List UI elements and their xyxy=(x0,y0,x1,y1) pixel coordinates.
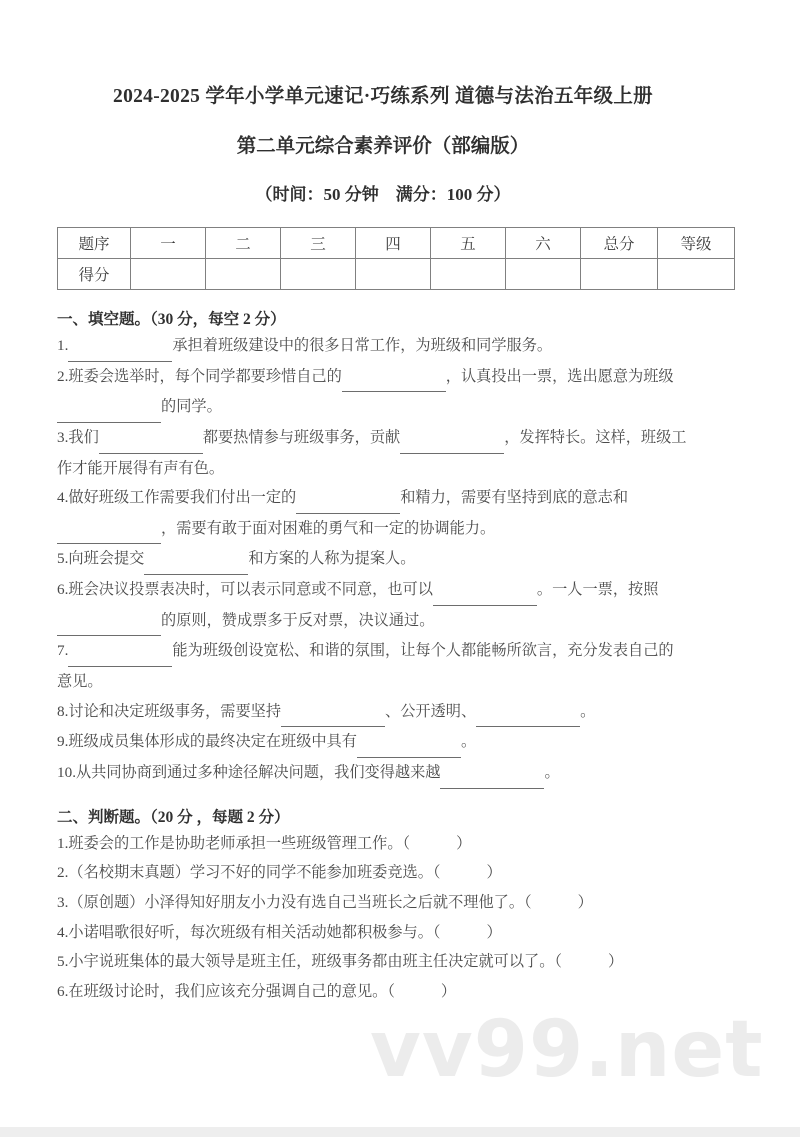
question-text: ） xyxy=(607,953,624,971)
question-line xyxy=(57,758,709,789)
question-text: ） xyxy=(440,982,457,1000)
true-false-answer-box[interactable] xyxy=(532,888,578,918)
score-entry-cell[interactable] xyxy=(581,259,658,290)
question-number: 2. xyxy=(57,864,69,882)
true-false-answer-box[interactable] xyxy=(395,977,441,1007)
score-table-column-header: 等级 xyxy=(658,228,735,259)
score-table-row-label: 得分 xyxy=(58,259,131,290)
section-heading: 二、判断题。（20 分 ，每题 2 分） xyxy=(57,808,290,826)
answer-blank[interactable] xyxy=(342,362,446,393)
question-text: 在班级讨论时，我们应该充分强调自己的意见。（ xyxy=(68,982,395,1000)
question-text: ） xyxy=(456,834,472,852)
question-number: 1. xyxy=(57,834,69,852)
sections-container xyxy=(57,307,709,1006)
question-line xyxy=(57,331,709,362)
question-line xyxy=(57,918,709,948)
question-text: （名校期末真题）学习不好的同学不能参加班委竞选。（ xyxy=(68,864,441,882)
score-entry-cell[interactable] xyxy=(206,259,281,290)
question-text: 和精力，需要有坚持到底的意志和 xyxy=(400,489,629,507)
question-text: 班委会的工作是协助老师承担一些班级管理工作。（ xyxy=(68,834,411,852)
question-continuation-line xyxy=(57,514,709,545)
true-false-answer-box[interactable] xyxy=(440,918,486,948)
question-continuation-line xyxy=(57,392,709,423)
section-heading: 一、填空题。（30 分，每空 2 分） xyxy=(57,311,286,328)
question-line xyxy=(57,829,709,859)
question-number: 5. xyxy=(57,550,69,568)
question-text: 。 xyxy=(580,702,596,720)
question-line xyxy=(57,888,709,918)
question-line xyxy=(57,575,709,606)
answer-blank[interactable] xyxy=(57,606,161,637)
question-text: ，发挥特长。这样，班级工 xyxy=(504,428,687,446)
question-line xyxy=(57,727,709,758)
score-entry-cell[interactable] xyxy=(356,259,431,290)
question-text: ，认真投出一票，选出愿意为班级 xyxy=(445,367,674,385)
page-bottom-band xyxy=(0,1127,800,1137)
question-number: 7. xyxy=(57,642,69,660)
site-watermark: vv99.net xyxy=(370,1005,764,1095)
question-text: （原创题）小泽得知好朋友小力没有选自己当班长之后就不理他了。（ xyxy=(68,893,532,911)
question-line xyxy=(57,423,709,454)
question-text: ，需要有敢于面对困难的勇气和一定的协调能力。 xyxy=(161,519,496,537)
question-number: 3. xyxy=(57,428,69,446)
question-line xyxy=(57,947,709,977)
question-number: 5. xyxy=(57,953,69,971)
question-continuation-line xyxy=(57,606,709,637)
answer-blank[interactable] xyxy=(68,331,172,362)
score-entry-cell[interactable] xyxy=(431,259,506,290)
question-line xyxy=(57,544,709,575)
document-content xyxy=(57,0,712,1006)
question-text: 都要热情参与班级事务，贡献 xyxy=(202,428,401,446)
question-text: 的原则，赞成票多于反对票，决议通过。 xyxy=(161,611,435,629)
question-text: 讨论和决定班级事务，需要坚持 xyxy=(68,702,282,720)
table-row xyxy=(58,259,735,290)
table-row xyxy=(58,228,735,259)
answer-blank[interactable] xyxy=(57,392,161,423)
score-table-column-header: 六 xyxy=(506,228,581,259)
question-number: 6. xyxy=(57,581,69,599)
question-text: 班会决议投票表决时，可以表示同意或不同意，也可以 xyxy=(68,581,433,599)
question-text: 我们 xyxy=(68,428,99,446)
answer-blank[interactable] xyxy=(68,636,172,667)
score-entry-cell[interactable] xyxy=(131,259,206,290)
score-table xyxy=(57,227,735,290)
question-text: 小诺唱歌很好听，每次班级有相关活动她都积极参与。（ xyxy=(68,923,441,941)
question-number: 8. xyxy=(57,702,69,720)
question-text: 班级成员集体形成的最终决定在班级中具有 xyxy=(68,733,357,751)
score-table-row-label: 题序 xyxy=(58,228,131,259)
question-text: 班委会选举时，每个同学都要珍惜自己的 xyxy=(68,367,342,385)
question-text: 。一人一票，按照 xyxy=(536,581,659,599)
question-text: 能为班级创设宽松、和谐的氛围，让每个人都能畅所欲言，充分发表自己的 xyxy=(172,642,674,660)
question-text: 做好班级工作需要我们付出一定的 xyxy=(68,489,297,507)
question-number: 2. xyxy=(57,367,69,385)
question-number: 3. xyxy=(57,893,69,911)
question-text: 意见。 xyxy=(57,673,103,691)
answer-blank[interactable] xyxy=(281,697,385,728)
question-text: 从共同协商到通过多种途径解决问题，我们变得越来越 xyxy=(75,763,441,781)
score-entry-cell[interactable] xyxy=(506,259,581,290)
question-text: 承担着班级建设中的很多日常工作，为班级和同学服务。 xyxy=(172,337,553,354)
question-text: 小宇说班集体的最大领导是班主任，班级事务都由班主任决定就可以了。（ xyxy=(68,953,562,971)
question-line xyxy=(57,858,709,888)
score-table-column-header: 四 xyxy=(356,228,431,259)
question-text: 。 xyxy=(460,733,477,751)
question-number: 4. xyxy=(57,923,69,941)
answer-blank[interactable] xyxy=(476,697,580,728)
answer-blank[interactable] xyxy=(357,727,461,758)
question-text: ） xyxy=(486,923,502,941)
question-number: 10. xyxy=(57,763,76,781)
question-text: 向班会提交 xyxy=(68,550,145,568)
question-line xyxy=(57,697,709,728)
question-line xyxy=(57,636,709,667)
score-table-body xyxy=(58,228,735,290)
question-text: ） xyxy=(577,893,593,911)
answer-blank[interactable] xyxy=(144,544,248,575)
question-text: 。 xyxy=(544,763,560,781)
question-line xyxy=(57,483,709,514)
answer-blank[interactable] xyxy=(99,423,203,454)
question-text: 和方案的人称为提案人。 xyxy=(248,550,416,568)
page-subtitle: 第二单元综合素养评价（部编版） xyxy=(236,136,530,157)
answer-blank[interactable] xyxy=(433,575,537,606)
question-text: 的同学。 xyxy=(161,398,222,416)
answer-blank[interactable] xyxy=(440,758,544,789)
score-table-column-header: 三 xyxy=(281,228,356,259)
question-line xyxy=(57,362,709,393)
answer-blank[interactable] xyxy=(57,514,161,545)
question-number: 6. xyxy=(57,982,69,1000)
score-table-column-header: 一 xyxy=(131,228,206,259)
score-table-column-header: 总分 xyxy=(581,228,658,259)
question-line xyxy=(57,977,709,1007)
question-continuation-line xyxy=(57,454,709,484)
question-continuation-line xyxy=(57,667,709,697)
answer-blank[interactable] xyxy=(400,423,504,454)
question-number: 4. xyxy=(57,489,69,507)
exam-meta: （时间：50 分钟 满分：100 分） xyxy=(255,185,511,204)
true-false-answer-box[interactable] xyxy=(410,829,456,859)
question-text: ） xyxy=(486,864,502,882)
score-table-column-header: 二 xyxy=(206,228,281,259)
score-table-column-header: 五 xyxy=(431,228,506,259)
question-text: 、公开透明、 xyxy=(385,702,477,720)
answer-blank[interactable] xyxy=(296,483,400,514)
score-entry-cell[interactable] xyxy=(281,259,356,290)
true-false-answer-box[interactable] xyxy=(562,947,608,977)
question-number: 1. xyxy=(57,337,69,354)
score-entry-cell[interactable] xyxy=(658,259,735,290)
question-text: 作才能开展得有声有色。 xyxy=(57,459,225,477)
question-number: 9. xyxy=(57,733,69,751)
true-false-answer-box[interactable] xyxy=(440,858,486,888)
page-title: 2024-2025 学年小学单元速记·巧练系列 道德与法治五年级上册 xyxy=(113,86,653,107)
